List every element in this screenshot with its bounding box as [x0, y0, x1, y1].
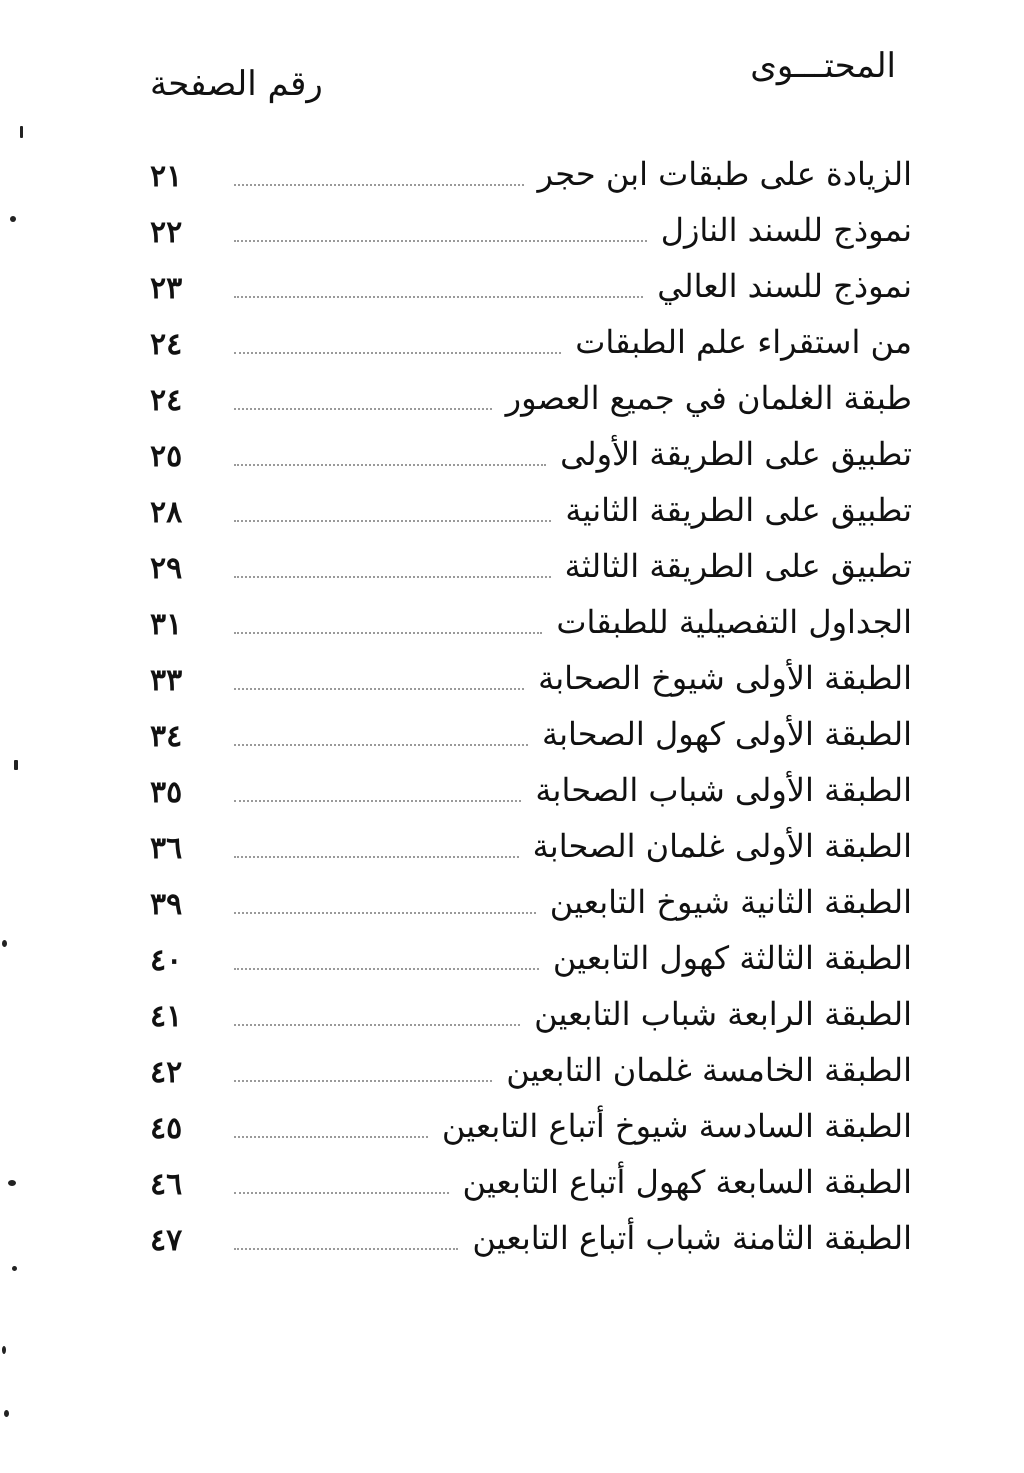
dot-leader: [234, 631, 542, 634]
dot-leader: [234, 1079, 492, 1082]
dot-leader: [234, 1247, 458, 1250]
scan-speck: [10, 216, 16, 222]
toc-entry-page: ٤٧: [150, 1223, 183, 1258]
toc-entry-page: ٤٦: [150, 1167, 183, 1202]
toc-entry-title: نموذج للسند العالي: [657, 267, 912, 305]
toc-entry-title: الطبقة الأولى غلمان الصحابة: [532, 827, 912, 865]
toc-entry: [150, 1202, 912, 1258]
toc-entry-page: ٤٠: [150, 943, 183, 978]
toc-entry: [150, 866, 912, 922]
toc-entry: [150, 1090, 912, 1146]
toc-entry-title: الجداول التفصيلية للطبقات: [556, 603, 912, 641]
dot-leader: [234, 407, 492, 410]
toc-entry-page: ٢٢: [150, 215, 183, 250]
dot-leader: [234, 967, 539, 970]
dot-leader: [234, 799, 521, 802]
toc-entry-page: ٢٤: [150, 327, 183, 362]
dot-leader: [234, 1135, 428, 1138]
dot-leader: [234, 239, 647, 242]
toc-entry-title: نموذج للسند النازل: [660, 211, 912, 249]
toc-entry-page: ٢١: [150, 159, 183, 194]
scan-speck: [8, 1180, 16, 1186]
toc-entry-page: ٤٢: [150, 1055, 183, 1090]
dot-leader: [234, 743, 528, 746]
toc-entry: [150, 418, 912, 474]
toc-entry: [150, 138, 912, 194]
dot-leader: [234, 463, 546, 466]
toc-entry-title: الطبقة السادسة شيوخ أتباع التابعين: [441, 1107, 912, 1145]
dot-leader: [234, 575, 551, 578]
dot-leader: [234, 1023, 520, 1026]
toc-entry-title: من استقراء علم الطبقات: [575, 323, 912, 361]
toc-entry: [150, 810, 912, 866]
dot-leader: [234, 183, 524, 186]
toc-entry: [150, 978, 912, 1034]
dot-leader: [234, 911, 536, 914]
scan-speck: [2, 940, 7, 947]
toc-entry: [150, 530, 912, 586]
scan-speck: [4, 1410, 9, 1417]
toc-entry-page: ٢٤: [150, 383, 183, 418]
toc-entry: [150, 698, 912, 754]
scan-speck: [2, 1346, 6, 1354]
toc-entry-title: الطبقة الأولى شيوخ الصحابة: [538, 659, 912, 697]
toc-entry-page: ٣٥: [150, 775, 183, 810]
toc-entry-page: ٢٣: [150, 271, 183, 306]
toc-entry: [150, 922, 912, 978]
toc-entry-page: ٢٩: [150, 551, 183, 586]
toc-entry-page: ٣١: [150, 607, 183, 642]
toc-entry-title: الطبقة الأولى شباب الصحابة: [535, 771, 912, 809]
toc-entry-page: ٣٤: [150, 719, 183, 754]
toc-entry: [150, 250, 912, 306]
toc-entry-title: تطبيق على الطريقة الثالثة: [564, 547, 912, 585]
toc-entry-title: الطبقة الخامسة غلمان التابعين: [506, 1051, 912, 1089]
dot-leader: [234, 295, 643, 298]
toc-entry-title: تطبيق على الطريقة الثانية: [565, 491, 912, 529]
toc-entry-title: الطبقة الثامنة شباب أتباع التابعين: [472, 1219, 912, 1257]
toc-entry-title: الطبقة الأولى كهول الصحابة: [541, 715, 912, 753]
scan-speck: [20, 126, 23, 138]
toc-entry-page: ٣٣: [150, 663, 183, 698]
toc-entry: [150, 362, 912, 418]
table-of-contents: [150, 138, 912, 1258]
scan-speck: [14, 760, 18, 770]
toc-entry: [150, 1034, 912, 1090]
dot-leader: [234, 351, 561, 354]
toc-entry: [150, 642, 912, 698]
toc-entry: [150, 474, 912, 530]
toc-entry: [150, 1146, 912, 1202]
toc-entry: [150, 194, 912, 250]
toc-entry-page: ٤٥: [150, 1111, 183, 1146]
dot-leader: [234, 687, 524, 690]
toc-entry-page: ٣٩: [150, 887, 183, 922]
toc-entry-page: ٢٨: [150, 495, 183, 530]
toc-entry-title: تطبيق على الطريقة الأولى: [560, 435, 912, 473]
toc-entry-page: ٣٦: [150, 831, 183, 866]
toc-entry-title: الطبقة الرابعة شباب التابعين: [534, 995, 912, 1033]
scan-speck: [12, 1266, 17, 1271]
toc-entry: [150, 586, 912, 642]
toc-entry-page: ٢٥: [150, 439, 183, 474]
content-heading: المحتـــوى: [750, 46, 896, 86]
toc-entry-title: الزيادة على طبقات ابن حجر: [537, 155, 912, 193]
toc-entry-title: الطبقة السابعة كهول أتباع التابعين: [462, 1163, 912, 1201]
toc-entry-title: طبقة الغلمان في جميع العصور: [505, 379, 912, 417]
toc-entry: [150, 306, 912, 362]
toc-entry-page: ٤١: [150, 999, 183, 1034]
dot-leader: [234, 1191, 449, 1194]
toc-entry: [150, 754, 912, 810]
toc-entry-title: الطبقة الثانية شيوخ التابعين: [549, 883, 912, 921]
toc-entry-title: الطبقة الثالثة كهول التابعين: [552, 939, 912, 977]
dot-leader: [234, 855, 519, 858]
page-number-heading: رقم الصفحة: [150, 64, 323, 104]
dot-leader: [234, 519, 551, 522]
